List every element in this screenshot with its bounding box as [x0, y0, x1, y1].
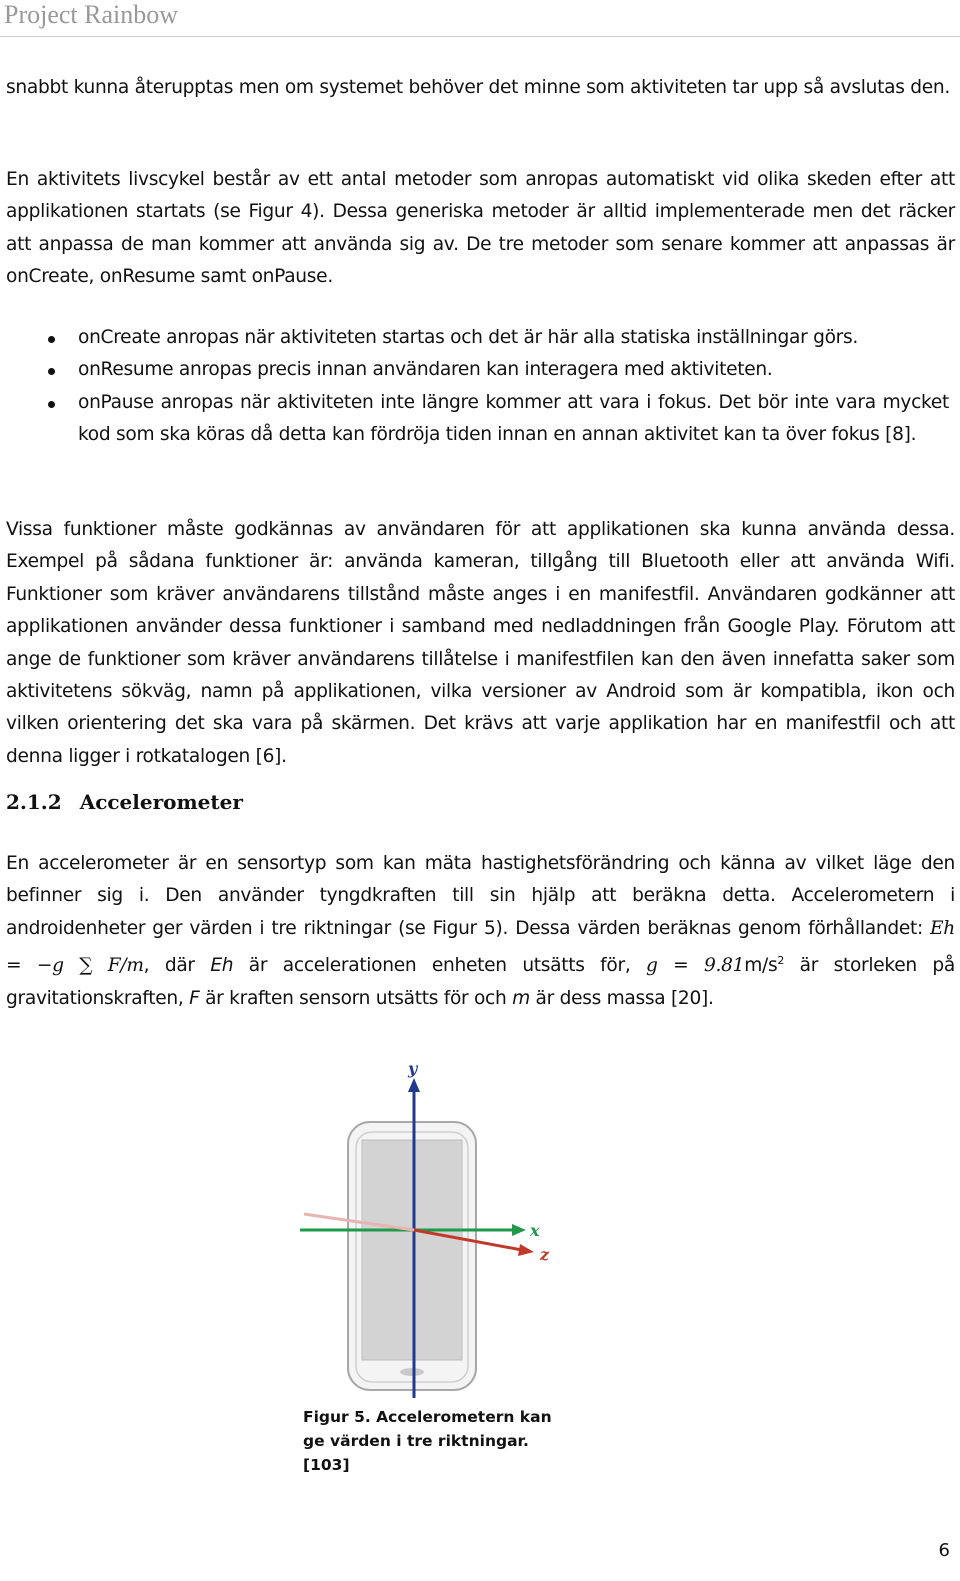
- header-title: Project Rainbow: [4, 0, 179, 29]
- x-axis-label: x: [530, 1221, 540, 1240]
- y-axis-arrow: [408, 1078, 420, 1092]
- bullet-icon: [48, 336, 55, 343]
- g-unit: m/s: [744, 955, 778, 977]
- list-item-text: onCreate anropas när aktiviteten startas och det är här alla statiska inställningar görs.: [78, 327, 858, 348]
- symbol-m: m: [512, 987, 530, 1009]
- paragraph-lifecycle: En aktivitets livscykel består av ett antal metoder som anropas automatiskt vid olika skeden efter att applikationen startats (se Figur 4). Dessa generiska metoder är alltid implementerade men det räcker att anpassa de man kommer att använda sig av. De tre metoder som senare kommer att anpassas är onCreate, onResume samt onPause.: [6, 169, 955, 288]
- page-number: 6: [938, 1540, 950, 1561]
- paragraph-text: är storleken på gravitationskraften,: [6, 955, 955, 1009]
- method-list: [0, 322, 960, 452]
- x-axis-arrow: [512, 1224, 526, 1236]
- paragraph-text: är kraften sensorn utsätts för och: [199, 987, 513, 1009]
- bullet-icon: [48, 401, 55, 408]
- paragraph-text: är accelerationen enheten utsätts för,: [233, 955, 647, 977]
- formula: Eh = −g ∑ F/m: [6, 917, 955, 977]
- paragraph-text: är dess massa [20].: [529, 987, 714, 1009]
- list-item-text: onPause anropas när aktiviteten inte längre kommer att vara i fokus. Det bör inte vara mycket kod som ska köras då detta kan fördröja tiden innan en annan aktivitet kan ta över fokus [8].: [78, 391, 949, 446]
- y-axis-label: y: [408, 1060, 418, 1078]
- z-axis-arrow: [518, 1244, 534, 1256]
- section-title: Accelerometer: [79, 790, 243, 814]
- paragraph-text: En accelerometer är en sensortyp som kan mäta hastighetsförändring och känna av vilket läge den befinner sig i. Den använder tyngdkraften till sin hjälp att beräkna detta. Accelerometern i androidenheter ger värden i tre riktningar (se Figur 5). Dessa värden beräknas genom förhållandet:: [6, 853, 955, 939]
- z-axis-label: z: [540, 1245, 550, 1264]
- phone-button: [400, 1368, 424, 1376]
- paragraph-accelerometer: [6, 848, 955, 1015]
- page-header: [0, 0, 960, 37]
- list-item: [0, 322, 949, 354]
- list-item: [0, 354, 949, 386]
- section-number: 2.1.2: [6, 790, 62, 814]
- bullet-icon: [48, 368, 55, 375]
- accelerometer-figure: [290, 1060, 580, 1400]
- section-heading: [6, 790, 243, 814]
- list-item-text: onResume anropas precis innan användaren kan interagera med aktiviteten.: [78, 359, 773, 381]
- symbol-eh: Eh: [210, 955, 234, 977]
- paragraph-text: , där: [143, 955, 211, 977]
- phone-axes-illustration: [290, 1060, 580, 1400]
- phone-screen: [362, 1140, 462, 1360]
- paragraph-intro: snabbt kunna återupptas men om systemet behöver det minne som aktiviteten tar upp så avslutas den.: [6, 77, 950, 98]
- list-item: [0, 387, 949, 452]
- g-formula: g = 9.81: [646, 955, 745, 977]
- paragraph-permissions: Vissa funktioner måste godkännas av användaren för att applikationen ska kunna använda dessa. Exempel på sådana funktioner är: använda kameran, tillgång till Bluetooth eller att använda Wifi. Funktioner som kräver användarens tillstånd måste anges i en manifestfil. Användaren godkänner att applikationen använder dessa funktioner i samband med nedladdningen från Google Play. Förutom att ange de funktioner som kräver användarens tillåtelse i manifestfilen kan den även innefatta saker som aktivitetens sökväg, namn på applikationen, vilka versioner av Android som är kompatibla, ikon och vilken orientering det ska vara på skärmen. Det krävs att varje applikation har en manifestfil och att denna ligger i rotkatalogen [6].: [6, 519, 955, 767]
- symbol-f: F: [189, 987, 200, 1009]
- figure-caption: Figur 5. Accelerometern kan ge värden i tre riktningar. [103]: [303, 1408, 552, 1474]
- g-exponent: 2: [777, 954, 785, 968]
